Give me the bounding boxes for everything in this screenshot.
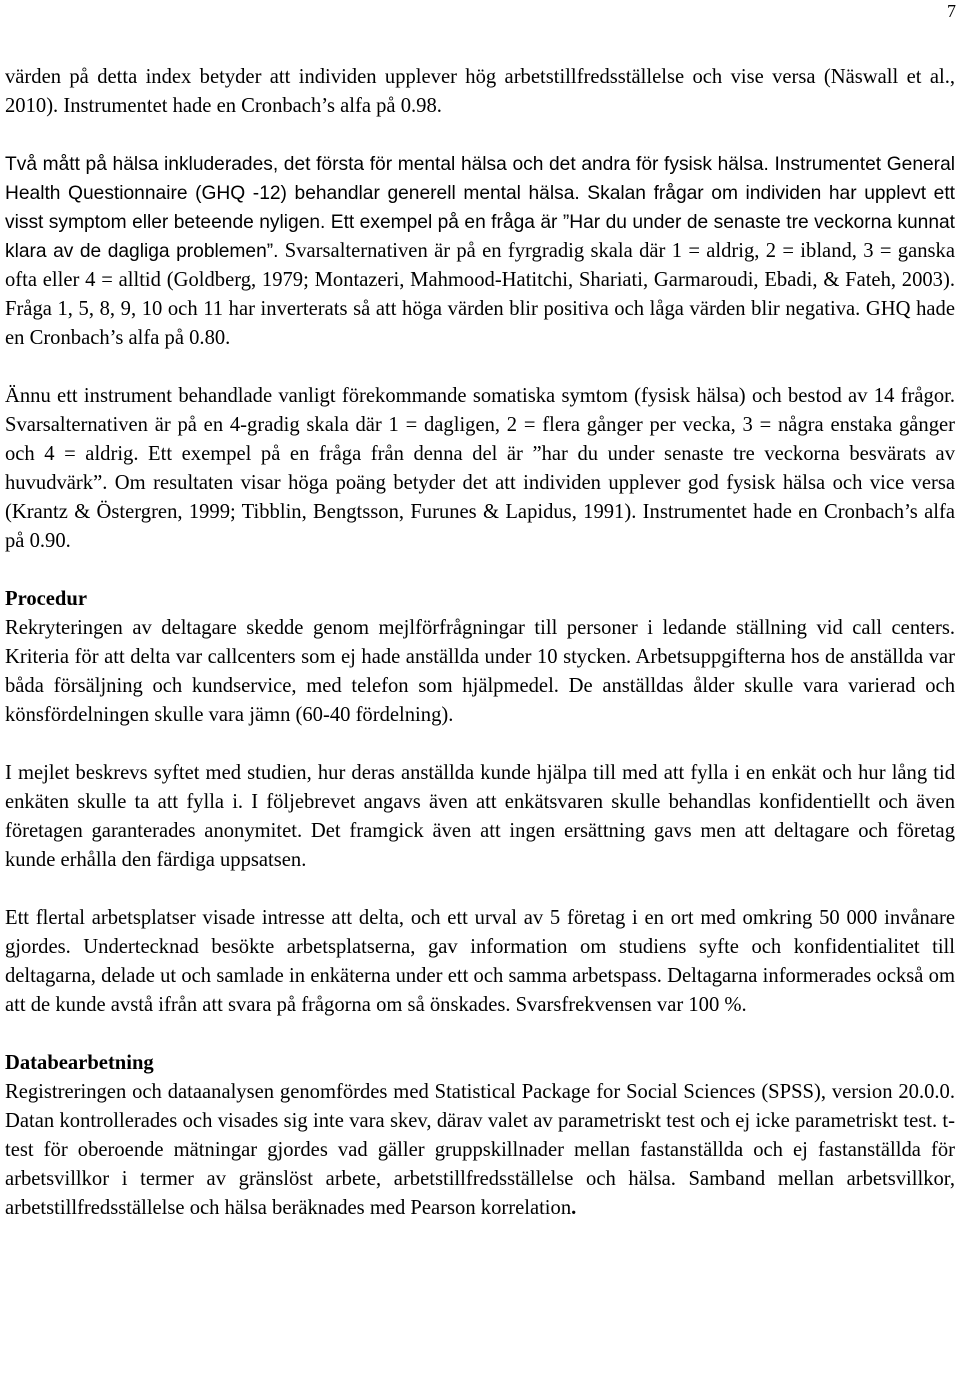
paragraph-workplaces: Ett flertal arbetsplatser visade intresse att delta, och ett urval av 5 företag i en ort med omkring 50 000 invånare gjordes. Undertecknad besökte arbetsplatserna, gav information om studiens syfte och konfidentialitet till deltagarna, delade ut och samlade in enkäterna under ett och samma arbetspass. Deltagarna informerades också om att de kunde avstå ifrån att svara på frågorna om så önskades. Svarsfrekvensen var 100 %. — [5, 907, 955, 1016]
paragraph-email-purpose: I mejlet beskrevs syftet med studien, hur deras anställda kunde hjälpa till med att fylla i en enkät och hur lång tid enkäten skulle ta att fylla i. I följebrevet angavs även att enkätsvaren skulle behandlas konfidentiellt och även företagen garanterades anonymitet. Det framgick även att ingen ersättning gavs men att deltagare och företag kunde erhålla den färdiga uppsatsen. — [5, 762, 955, 871]
paragraph-data-analysis-text: Registreringen och dataanalysen genomfördes med Statistical Package for Social Sciences (SPSS), version 20.0.0. Datan kontrollerades och visades sig inte vara skev, därav valet av parametriskt test och ej icke parametriskt test. t-test för oberoende mätningar gjordes vad gäller gruppskillnader mellan fastanställda och ej fastanställda för arbetsvillkor i termer av gränslöst arbete, arbetstillfredsställelse och hälsa. Samband mellan arbetsvillkor, arbetstillfredsställelse och hälsa beräknades med Pearson korrelation — [5, 1081, 955, 1219]
document-body — [5, 63, 955, 1223]
paragraph-index-values: värden på detta index betyder att individen upplever hög arbetstillfredsställelse och vise versa (Näswall et al., 2010). Instrumentet hade en Cronbach’s alfa på 0.98. — [5, 66, 955, 117]
page-number: 7 — [947, 1, 956, 21]
section-heading-procedur: Procedur — [5, 588, 87, 610]
paragraph-health-measures-sans-part: Två mått på hälsa inkluderades, det första för mental hälsa och det andra för fysisk hälsa. Instrumentet General Health Questionnaire (GHQ -12) behandlar generell mental hälsa. Skalan frågar om individen har upplevt ett visst symptom eller beteende nyligen. Ett exempel på en fråga är ”Har du under de senaste tre veckorna kunnat klara av de dagliga problemen”. — [5, 154, 955, 262]
paragraph-data-analysis — [5, 1078, 955, 1223]
paragraph-health-measures — [5, 150, 955, 353]
paragraph-health-measures-serif-part: Svarsalternativen är på en fyrgradig skala där 1 = aldrig, 2 = ibland, 3 = ganska ofta eller 4 = alltid (Goldberg, 1979; Montazeri, Mahmood-Hatitchi, Shariati, Garmaroudi, Ebadi, & Fateh, 2003). Fråga 1, 5, 8, 9, 10 och 11 har inverterats så att höga värden blir positiva och låga värden blir negativa. GHQ hade en Cronbach’s alfa på 0.80. — [5, 240, 955, 349]
paragraph-somatic-symptoms: Ännu ett instrument behandlade vanligt förekommande somatiska symtom (fysisk hälsa) och bestod av 14 frågor. Svarsalternativen är på en 4-gradig skala där 1 = dagligen, 2 = flera gånger per vecka, 3 = några enstaka gånger och 4 = aldrig. Ett exempel på en fråga från denna del är ”har du under senaste tre veckorna besvärats av huvudvärk”. Om resultaten visar höga poäng betyder det att individen upplever god fysisk hälsa och vice versa (Krantz & Östergren, 1999; Tibblin, Bengtsson, Furunes & Lapidus, 1991). Instrumentet hade en Cronbach’s alfa på 0.90. — [5, 385, 955, 552]
paragraph-data-analysis-period: . — [571, 1197, 577, 1219]
paragraph-recruitment: Rekryteringen av deltagare skedde genom mejlförfrågningar till personer i ledande ställning vid call centers. Kriteria för att delta var callcenters som ej hade anställda under 10 stycken. Arbetsuppgifterna hos de anställda var båda försäljning och kundservice, med telefon som hjälpmedel. De anställdas ålder skulle vara varierad och könsfördelningen skulle vara jämn (60-40 fördelning). — [5, 617, 955, 726]
section-heading-databearbetning: Databearbetning — [5, 1052, 154, 1074]
